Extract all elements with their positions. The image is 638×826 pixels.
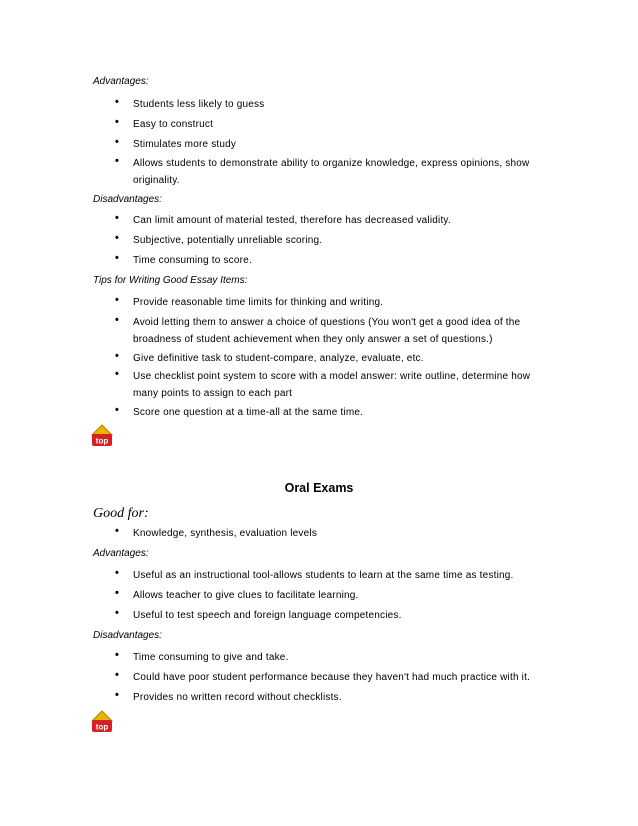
bullet xyxy=(115,607,123,615)
list-item-text: Students less likely to guess xyxy=(133,99,265,110)
bullet xyxy=(115,404,123,412)
bullet xyxy=(115,212,123,220)
list-item-text: Provides no written record without checklists. xyxy=(133,692,342,703)
section-heading: Oral Exams xyxy=(284,481,354,495)
list-item-text: Time consuming to give and take. xyxy=(133,652,289,663)
bullet xyxy=(115,294,123,302)
oral-good-for-label: Good for: xyxy=(93,506,149,521)
bullet xyxy=(115,669,123,677)
essay-tips-label: Tips for Writing Good Essay Items: xyxy=(93,275,248,286)
bullet xyxy=(115,136,123,144)
list-item-text: Time consuming to score. xyxy=(133,255,252,266)
list-item-text: Allows teacher to give clues to facilitate learning. xyxy=(133,590,359,601)
bullet xyxy=(115,587,123,595)
bullet xyxy=(115,368,123,376)
list-item-text: Useful to test speech and foreign language competencies. xyxy=(133,610,402,621)
back-to-top-icon[interactable] xyxy=(91,710,113,733)
essay-disadvantages-label: Disadvantages: xyxy=(93,194,162,205)
bullet xyxy=(115,350,123,358)
bullet xyxy=(115,314,123,322)
list-item-text: Could have poor student performance because they haven't had much practice with it. xyxy=(133,672,531,683)
bullet xyxy=(115,567,123,575)
bullet xyxy=(115,96,123,104)
back-to-top-icon[interactable] xyxy=(91,424,113,447)
list-item-text: Use checklist point system to score with a model answer: write outline, determine how many points to assign to each part xyxy=(133,371,531,399)
svg-text:top: top xyxy=(95,436,109,446)
svg-text:top: top xyxy=(95,722,109,732)
bullet xyxy=(115,252,123,260)
bullet xyxy=(115,525,123,533)
list-item-text: Avoid letting them to answer a choice of questions (You won't get a good idea of the broadness of student achievement when they only answer a set of questions.) xyxy=(133,317,521,345)
list-item-text: Useful as an instructional tool-allows students to learn at the same time as testing. xyxy=(133,570,514,581)
list-item-text: Can limit amount of material tested, therefore has decreased validity. xyxy=(133,215,451,226)
oral-disadvantages-label: Disadvantages: xyxy=(93,630,162,641)
list-item-text: Subjective, potentially unreliable scoring. xyxy=(133,235,323,246)
bullet xyxy=(115,689,123,697)
oral-advantages-label: Advantages: xyxy=(93,548,149,559)
list-item-text: Give definitive task to student-compare, analyze, evaluate, etc. xyxy=(133,353,424,364)
bullet xyxy=(115,232,123,240)
list-item-text: Easy to construct xyxy=(133,119,214,130)
list-item-text: Knowledge, synthesis, evaluation levels xyxy=(133,528,318,539)
list-item-text: Stimulates more study xyxy=(133,139,237,150)
list-item-text: Provide reasonable time limits for thinking and writing. xyxy=(133,297,384,308)
bullet xyxy=(115,155,123,163)
essay-advantages-label: Advantages: xyxy=(93,76,149,87)
bullet xyxy=(115,649,123,657)
list-item-text: Score one question at a time-all at the same time. xyxy=(133,407,364,418)
list-item-text: Allows students to demonstrate ability to organize knowledge, express opinions, show originality. xyxy=(133,158,530,186)
bullet xyxy=(115,116,123,124)
